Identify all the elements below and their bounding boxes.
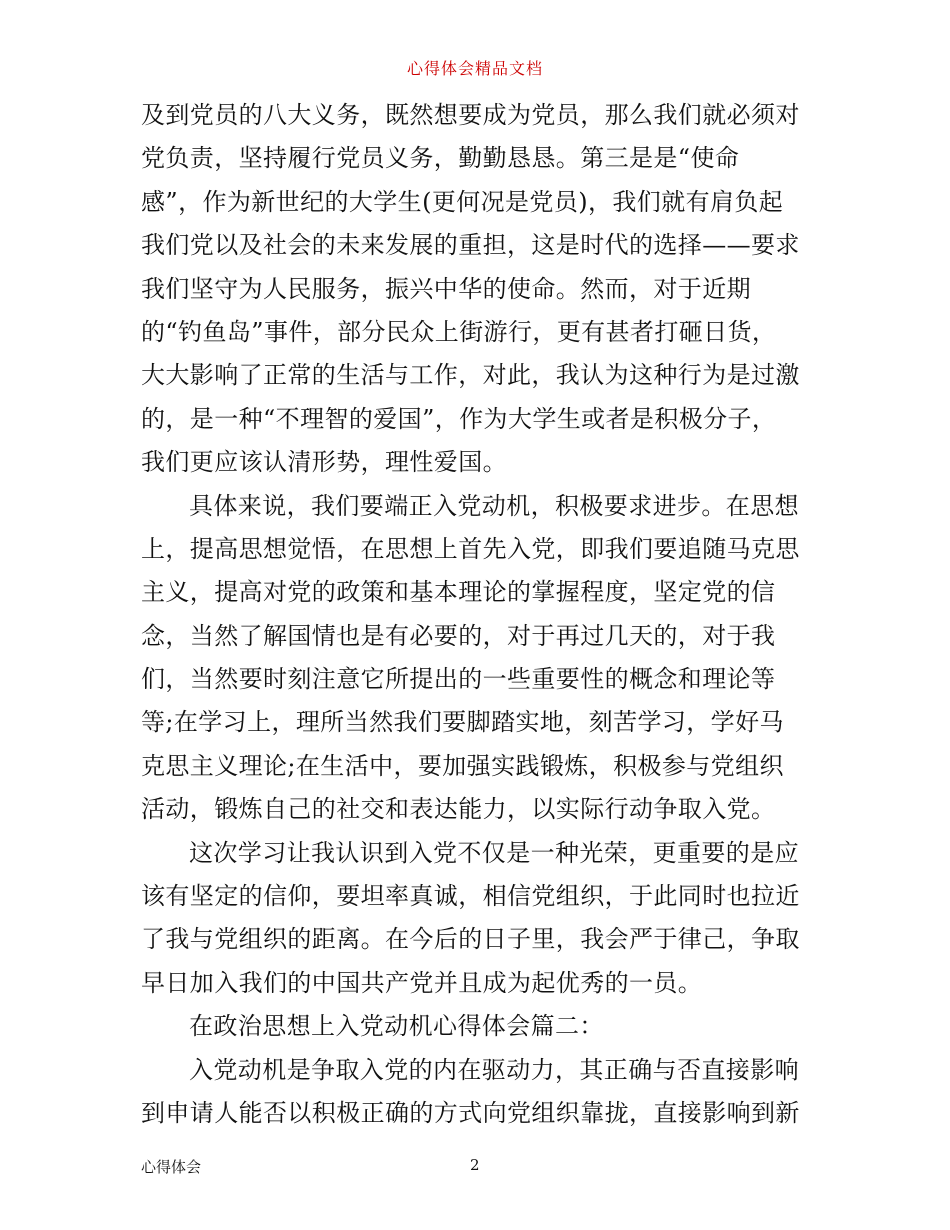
text-line: 感”，作为新世纪的大学生(更何况是党员)，我们就有肩负起 [141, 187, 784, 216]
text-line: 上，提高思想觉悟，在思想上首先入党，即我们要追随马克思 [141, 534, 800, 563]
text-line: 了我与党组织的距离。在今后的日子里，我会严于律己，争取 [141, 925, 800, 954]
text-line: 们，当然要时刻注意它所提出的一些重要性的概念和理论等 [141, 665, 776, 694]
text-line: 等;在学习上，理所当然我们要脚踏实地，刻苦学习，学好马 [141, 708, 784, 737]
text-line: 主义，提高对党的政策和基本理论的掌握程度，坚定党的信 [141, 578, 776, 607]
text-line: 及到党员的八大义务，既然想要成为党员，那么我们就必须对 [141, 101, 800, 129]
text-line: 的，是一种“不理智的爱国”，作为大学生或者是积极分子， [141, 404, 777, 433]
text-line: 克思主义理论;在生活中，要加强实践锻炼，积极参与党组织 [141, 751, 784, 780]
paragraph-first-line: 入党动机是争取入党的内在驱动力，其正确与否直接影响 [189, 1055, 799, 1084]
footer-label: 心得体会 [141, 1158, 202, 1176]
text-line: 我们坚守为人民服务，振兴中华的使命。然而，对于近期 [141, 274, 751, 303]
text-line: 到申请人能否以积极正确的方式向党组织靠拢，直接影响到新 [141, 1098, 800, 1127]
text-line: 该有坚定的信仰，要坦率真诚，相信党组织，于此同时也拉近 [141, 882, 800, 911]
text-line: 大大影响了正常的生活与工作，对此，我认为这种行为是过激 [141, 361, 800, 390]
document-body [141, 94, 811, 1135]
text-line: 念，当然了解国情也是有必要的，对于再过几天的，对于我 [141, 621, 776, 650]
text-line: 我们更应该认清形势，理性爱国。 [141, 448, 507, 477]
text-line: 我们党以及社会的未来发展的重担，这是时代的选择——要求 [141, 231, 800, 260]
page-number: 2 [470, 1156, 480, 1174]
text-line: 活动，锻炼自己的社交和表达能力，以实际行动争取入党。 [141, 795, 776, 824]
text-line: 的“钓鱼岛”事件，部分民众上街游行，更有甚者打砸日货， [141, 317, 777, 346]
document-header-title: 心得体会精品文档 [406, 59, 543, 78]
text-line: 党负责，坚持履行党员义务，勤勤恳恳。第三是是“使命 [141, 144, 740, 173]
paragraph-first-line: 具体来说，我们要端正入党动机，积极要求进步。在思想 [189, 491, 799, 520]
text-line: 早日加入我们的中国共产党并且成为起优秀的一员。 [141, 968, 703, 997]
section-heading: 在政治思想上入党动机心得体会篇二： [189, 1012, 604, 1041]
paragraph-first-line: 这次学习让我认识到入党不仅是一种光荣，更重要的是应 [189, 838, 799, 867]
